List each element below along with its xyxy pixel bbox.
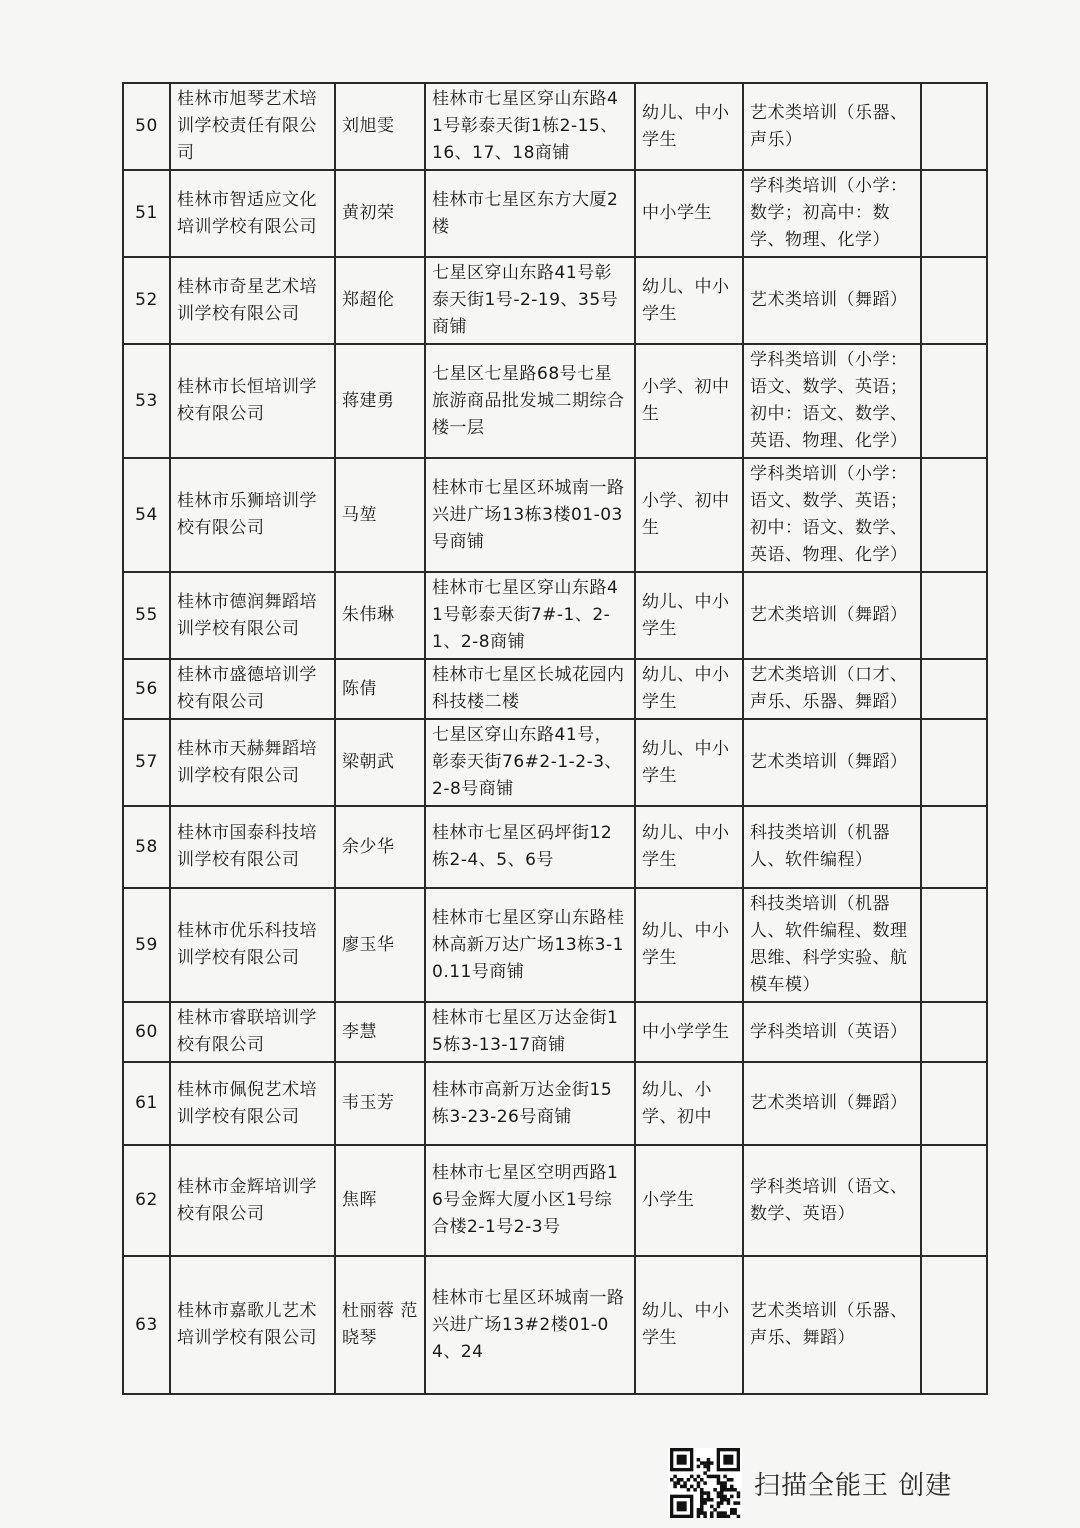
training-scope: 艺术类培训（乐器、声乐、舞蹈） xyxy=(743,1256,921,1394)
empty-cell xyxy=(921,344,987,458)
row-number: 52 xyxy=(123,257,170,344)
target-students: 幼儿、中小学生 xyxy=(635,257,743,344)
empty-cell xyxy=(921,170,987,257)
training-scope: 艺术类培训（舞蹈） xyxy=(743,257,921,344)
school-address: 桂林市七星区穿山东路41号彰泰天街1栋2-15、16、17、18商铺 xyxy=(425,83,635,170)
school-name: 桂林市嘉歌儿艺术培训学校有限公司 xyxy=(170,1256,335,1394)
school-address: 七星区穿山东路41号，彰泰天街76#2-1-2-3、2-8号商铺 xyxy=(425,719,635,806)
legal-representative: 朱伟琳 xyxy=(335,572,425,659)
watermark-text: 扫描全能王 创建 xyxy=(754,1470,953,1501)
table-row xyxy=(123,1062,987,1145)
training-scope: 学科类培训（小学：数学；初高中：数学、物理、化学） xyxy=(743,170,921,257)
school-address: 桂林市七星区穿山东路41号彰泰天街7#-1、2-1、2-8商铺 xyxy=(425,572,635,659)
school-address: 桂林市七星区环城南一路兴进广场13栋3楼01-03号商铺 xyxy=(425,458,635,572)
training-scope: 艺术类培训（乐器、声乐） xyxy=(743,83,921,170)
school-address: 桂林市七星区穿山东路桂林高新万达广场13栋3-10.11号商铺 xyxy=(425,888,635,1002)
school-name: 桂林市智适应文化培训学校有限公司 xyxy=(170,170,335,257)
table-row xyxy=(123,1002,987,1062)
school-address: 桂林市七星区空明西路16号金辉大厦小区1号综合楼2-1号2-3号 xyxy=(425,1145,635,1256)
table-row xyxy=(123,344,987,458)
target-students: 幼儿、中小学生 xyxy=(635,719,743,806)
target-students: 中小学学生 xyxy=(635,1002,743,1062)
empty-cell xyxy=(921,83,987,170)
legal-representative: 蒋建勇 xyxy=(335,344,425,458)
scanner-watermark xyxy=(668,1448,952,1518)
school-name: 桂林市佩倪艺术培训学校有限公司 xyxy=(170,1062,335,1145)
table-row xyxy=(123,170,987,257)
row-number: 56 xyxy=(123,659,170,719)
school-name: 桂林市长恒培训学校有限公司 xyxy=(170,344,335,458)
table-row xyxy=(123,1145,987,1256)
row-number: 61 xyxy=(123,1062,170,1145)
legal-representative: 李慧 xyxy=(335,1002,425,1062)
school-name: 桂林市天赫舞蹈培训学校有限公司 xyxy=(170,719,335,806)
legal-representative: 廖玉华 xyxy=(335,888,425,1002)
legal-representative: 黄初荣 xyxy=(335,170,425,257)
target-students: 幼儿、中小学生 xyxy=(635,888,743,1002)
target-students: 小学生 xyxy=(635,1145,743,1256)
legal-representative: 余少华 xyxy=(335,806,425,888)
legal-representative: 梁朝武 xyxy=(335,719,425,806)
training-scope: 学科类培训（语文、数学、英语） xyxy=(743,1145,921,1256)
target-students: 幼儿、中小学生 xyxy=(635,806,743,888)
table-row xyxy=(123,719,987,806)
row-number: 54 xyxy=(123,458,170,572)
table-row xyxy=(123,888,987,1002)
target-students: 小学、初中生 xyxy=(635,458,743,572)
school-name: 桂林市优乐科技培训学校有限公司 xyxy=(170,888,335,1002)
target-students: 幼儿、中小学生 xyxy=(635,1256,743,1394)
empty-cell xyxy=(921,1256,987,1394)
empty-cell xyxy=(921,1062,987,1145)
school-registry-table xyxy=(122,82,988,1395)
table-row xyxy=(123,257,987,344)
school-name: 桂林市旭琴艺术培训学校责任有限公司 xyxy=(170,83,335,170)
table-row xyxy=(123,806,987,888)
legal-representative: 刘旭雯 xyxy=(335,83,425,170)
school-address: 七星区穿山东路41号彰泰天街1号-2-19、35号商铺 xyxy=(425,257,635,344)
row-number: 60 xyxy=(123,1002,170,1062)
school-name: 桂林市国泰科技培训学校有限公司 xyxy=(170,806,335,888)
legal-representative: 杜丽蓉 范晓琴 xyxy=(335,1256,425,1394)
legal-representative: 马堃 xyxy=(335,458,425,572)
school-name: 桂林市睿联培训学校有限公司 xyxy=(170,1002,335,1062)
training-scope: 艺术类培训（舞蹈） xyxy=(743,719,921,806)
target-students: 幼儿、中小学生 xyxy=(635,572,743,659)
legal-representative: 郑超伦 xyxy=(335,257,425,344)
table-body xyxy=(123,83,987,1394)
target-students: 小学、初中生 xyxy=(635,344,743,458)
target-students: 幼儿、小学、初中 xyxy=(635,1062,743,1145)
row-number: 53 xyxy=(123,344,170,458)
empty-cell xyxy=(921,659,987,719)
row-number: 62 xyxy=(123,1145,170,1256)
school-name: 桂林市德润舞蹈培训学校有限公司 xyxy=(170,572,335,659)
table-row xyxy=(123,572,987,659)
training-scope: 艺术类培训（舞蹈） xyxy=(743,572,921,659)
row-number: 55 xyxy=(123,572,170,659)
school-address: 桂林市七星区环城南一路兴进广场13#2楼01-04、24 xyxy=(425,1256,635,1394)
school-address: 桂林市高新万达金街15栋3-23-26号商铺 xyxy=(425,1062,635,1145)
training-scope: 学科类培训（小学：语文、数学、英语；初中：语文、数学、英语、物理、化学） xyxy=(743,458,921,572)
training-scope: 学科类培训（小学：语文、数学、英语；初中：语文、数学、英语、物理、化学） xyxy=(743,344,921,458)
empty-cell xyxy=(921,1002,987,1062)
table-row xyxy=(123,458,987,572)
school-address: 七星区七星路68号七星旅游商品批发城二期综合楼一层 xyxy=(425,344,635,458)
school-name: 桂林市乐狮培训学校有限公司 xyxy=(170,458,335,572)
row-number: 51 xyxy=(123,170,170,257)
target-students: 中小学生 xyxy=(635,170,743,257)
legal-representative: 陈倩 xyxy=(335,659,425,719)
training-scope: 学科类培训（英语） xyxy=(743,1002,921,1062)
school-name: 桂林市盛德培训学校有限公司 xyxy=(170,659,335,719)
empty-cell xyxy=(921,806,987,888)
training-scope: 艺术类培训（口才、声乐、乐器、舞蹈） xyxy=(743,659,921,719)
legal-representative: 焦晖 xyxy=(335,1145,425,1256)
row-number: 50 xyxy=(123,83,170,170)
training-scope: 科技类培训（机器人、软件编程、数理思维、科学实验、航模车模） xyxy=(743,888,921,1002)
school-name: 桂林市金辉培训学校有限公司 xyxy=(170,1145,335,1256)
table-row xyxy=(123,1256,987,1394)
empty-cell xyxy=(921,458,987,572)
empty-cell xyxy=(921,888,987,1002)
row-number: 63 xyxy=(123,1256,170,1394)
legal-representative: 韦玉芳 xyxy=(335,1062,425,1145)
school-address: 桂林市七星区码坪街12栋2-4、5、6号 xyxy=(425,806,635,888)
row-number: 58 xyxy=(123,806,170,888)
school-address: 桂林市七星区万达金街15栋3-13-17商铺 xyxy=(425,1002,635,1062)
qr-code-icon xyxy=(668,1448,742,1518)
training-scope: 科技类培训（机器人、软件编程） xyxy=(743,806,921,888)
empty-cell xyxy=(921,1145,987,1256)
table-row xyxy=(123,659,987,719)
table-row xyxy=(123,83,987,170)
row-number: 59 xyxy=(123,888,170,1002)
school-address: 桂林市七星区东方大厦2楼 xyxy=(425,170,635,257)
school-address: 桂林市七星区长城花园内科技楼二楼 xyxy=(425,659,635,719)
school-name: 桂林市奇星艺术培训学校有限公司 xyxy=(170,257,335,344)
target-students: 幼儿、中小学生 xyxy=(635,659,743,719)
empty-cell xyxy=(921,719,987,806)
row-number: 57 xyxy=(123,719,170,806)
target-students: 幼儿、中小学生 xyxy=(635,83,743,170)
empty-cell xyxy=(921,572,987,659)
training-scope: 艺术类培训（舞蹈） xyxy=(743,1062,921,1145)
empty-cell xyxy=(921,257,987,344)
